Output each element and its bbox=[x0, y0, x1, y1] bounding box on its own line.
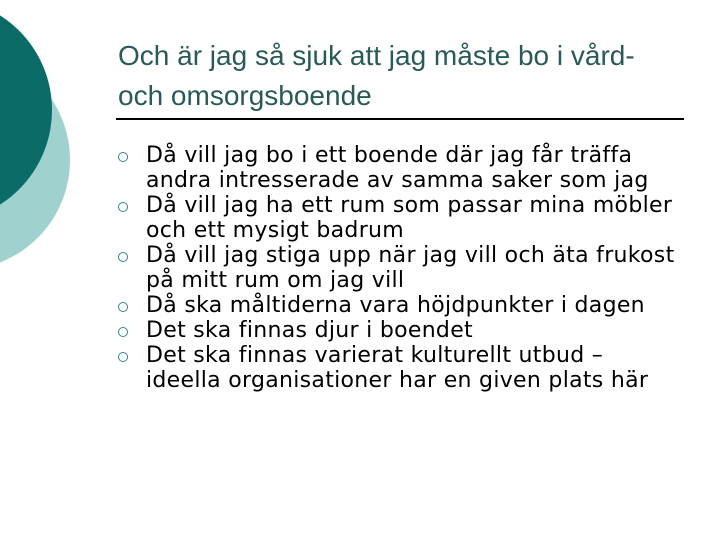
bullet-item bbox=[118, 143, 678, 193]
bullet-text: Det ska finnas varierat kulturellt utbud – ideella organisationer har en given plats här bbox=[146, 343, 649, 393]
bullet-text: Då vill jag bo i ett boende där jag får träffa andra intresserade av samma saker som jag bbox=[146, 143, 649, 193]
bullet-text: Då vill jag ha ett rum som passar mina möbler och ett mysigt badrum bbox=[146, 193, 673, 243]
bullet-circle-icon bbox=[118, 152, 128, 162]
bullet-item bbox=[118, 193, 678, 243]
bullet-item bbox=[118, 243, 678, 293]
slide-title: Och är jag så sjuk att jag måste bo i vård- och omsorgsboende bbox=[118, 40, 635, 111]
bullet-item bbox=[118, 318, 678, 343]
title-divider bbox=[116, 118, 684, 120]
bullet-circle-icon bbox=[118, 202, 128, 212]
bullet-circle-icon bbox=[118, 327, 128, 337]
bullet-circle-icon bbox=[118, 352, 128, 362]
bullet-circle-icon bbox=[118, 302, 128, 312]
decorative-circles bbox=[0, 0, 120, 300]
bullet-item bbox=[118, 293, 678, 318]
bullet-text: Då ska måltiderna vara höjdpunkter i dagen bbox=[146, 293, 645, 318]
bullet-circle-icon bbox=[118, 252, 128, 262]
bullet-text: Då vill jag stiga upp när jag vill och äta frukost på mitt rum om jag vill bbox=[146, 243, 675, 293]
circles-graphic bbox=[0, 0, 120, 300]
bullet-item bbox=[118, 343, 678, 393]
bullet-list bbox=[118, 143, 678, 393]
bullet-text: Det ska finnas djur i boendet bbox=[146, 318, 473, 343]
